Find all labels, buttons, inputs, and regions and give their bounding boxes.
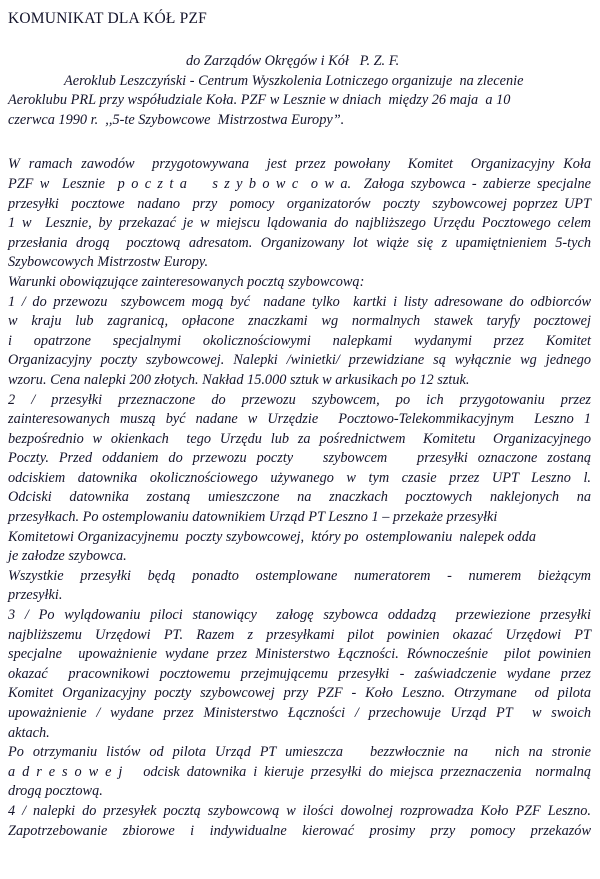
text-line: Zapotrzebowanie zbiorowe i indywidualne kierować prosimy przy pomocy przekazów <box>8 822 591 839</box>
text-line: PZF w Lesznie p o c z t a s z y b o w c o w a. Załoga szybowca - zabierze specjalne <box>8 175 591 192</box>
organizer-line-1: Aeroklub Leszczyński - Centrum Wyszkolenia Lotniczego organizuje na zlecenie <box>64 72 524 89</box>
text-line: bezpośrednio w okienkach tego Urzędu lub za pośrednictwem Komitetu Organizacyjnego <box>8 430 591 447</box>
paragraph-point-1 <box>8 293 591 391</box>
text-line: Po otrzymaniu listów od pilota Urząd PT umieszcza bezzwłocznie na nich na stronie <box>8 744 591 761</box>
text-line: zainteresowanych muszą być nadane w Urzędzie Pocztowo-Telekommikacyjnym Leszno 1 <box>8 411 591 428</box>
text-line: i opatrzone specjalnymi okolicznościowymi nalepkami wydanymi przez Komitet <box>8 332 591 349</box>
text-line: Odciski datownika zostaną umieszczone na znaczkach pocztowych naklejonych na <box>8 489 591 506</box>
paragraph-intro <box>8 155 591 273</box>
event-title-line: czerwca 1990 r. ,,5-te Szybowcowe Mistrzostwa Europy”. <box>8 111 345 128</box>
paragraph-after-receipt <box>8 743 591 802</box>
text-line: 1 / do przewozu szybowcem mogą być nadane tylko kartki i listy adresowane do odbiorców <box>8 293 591 310</box>
text-line: przesyłki pocztowe nadano przy pomocy organizatorów poczty szybowcowej poprzez UPT <box>8 195 591 212</box>
text-line: upoważnienie / wydane przez Ministerstwo Łączności / przechowuje Urząd PT w swoich <box>8 705 591 721</box>
text-line: Warunki obowiązujące zainteresowanych pocztą szybowcową: <box>8 273 365 290</box>
addressee-block <box>8 52 591 130</box>
text-line: wzoru. Cena nalepki 200 złotych. Nakład 15.000 sztuk w arkusikach po 12 sztuk. <box>8 371 470 388</box>
organizer-line-2: Aeroklubu PRL przy współudziale Koła. PZF w Lesznie w dniach między 26 maja a 10 <box>8 92 511 109</box>
text-line: drogą pocztową. <box>8 783 103 800</box>
text-line: przesłania drogą pocztową adresatom. Organizowany lot wiąże się z upamiętnieniem 5-tych <box>8 234 591 251</box>
text-line: 1 w Lesznie, by przekazać je w miejscu lądowania do najbliższego Urzędu Pocztowego celem <box>8 215 591 232</box>
text-line: Komitet Organizacyjny poczty szybowcowej przy PZF - Koło Leszno. Otrzymane od pilota <box>8 685 591 702</box>
text-line: przesyłkach. Po ostemplowaniu datownikiem Urząd PT Leszno 1 – przekaże przesyłki <box>8 509 498 526</box>
text-line: Szybowcowych Mistrzostw Europy. <box>8 254 209 271</box>
text-line: W ramach zawodów przygotowywana jest przez powołany Komitet Organizacyjny Koła <box>8 156 591 173</box>
paragraph-conditions-heading <box>8 273 591 293</box>
text-line: Poczty. Przed oddaniem do przewozu poczty szybowcem przesyłki oznaczone zostaną <box>8 450 591 467</box>
text-line: przesyłki. <box>8 587 63 604</box>
text-line: w kraju lub zagranicą, opłacone znaczkami wg normalnych stawek taryfy pocztowej <box>8 313 591 330</box>
paragraph-numerator <box>8 567 591 606</box>
text-line: Organizacyjny poczty szybowcowej. Nalepki /winietki/ przewidziane są wyłącznie wg jednego <box>8 352 591 369</box>
text-line: 4 / nalepki do przesyłek pocztą szybowcową w ilości dowolnej rozprowadza Koło PZF Leszno. <box>8 802 591 819</box>
text-line: 2 / przesyłki przeznaczone do przewozu szybowcem, po ich przygotowaniu przez <box>8 391 591 408</box>
paragraph-point-4 <box>8 802 591 841</box>
text-line: 3 / Po wylądowaniu piloci stanowiący załogę szybowca oddadzą przewiezione przesyłki <box>8 607 591 624</box>
paragraph-point-3 <box>8 606 591 743</box>
text-line: najbliższemu Urzędowi PT. Razem z przesyłkami pilot powinien okazać Urzędowi PT <box>8 626 591 643</box>
text-line: Wszystkie przesyłki będą ponadto ostemplowane numeratorem - numerem bieżącym <box>8 567 591 584</box>
paragraph-point-2 <box>8 391 591 567</box>
addressee-line: do Zarządów Okręgów i Kół P. Z. F. <box>186 53 400 69</box>
text-line: Komitetowi Organizacyjnemu poczty szybowcowej, który po ostemplowaniu nalepek odda <box>8 528 536 545</box>
text-line: a d r e s o w e j odcisk datownika i kieruje przesyłki do miejsca przeznaczenia normalną <box>8 763 591 780</box>
page-title: KOMUNIKAT DLA KÓŁ PZF <box>8 10 207 27</box>
header-spacer <box>8 130 591 155</box>
text-line: odciskiem datownika okolicznościowego używanego w tym czasie przez UPT Leszno l. <box>8 469 591 486</box>
text-line: specjalne upoważnienie wydane przez Ministerstwo Łączności. Równocześnie pilot powinien <box>8 646 591 663</box>
text-line: okazać pracownikowi pocztowemu przejmującemu przesyłki - zaświadczenie wydane przez <box>8 665 591 682</box>
text-line: je załodze szybowca. <box>8 548 127 565</box>
document-body <box>8 52 591 841</box>
text-line: aktach. <box>8 724 50 741</box>
